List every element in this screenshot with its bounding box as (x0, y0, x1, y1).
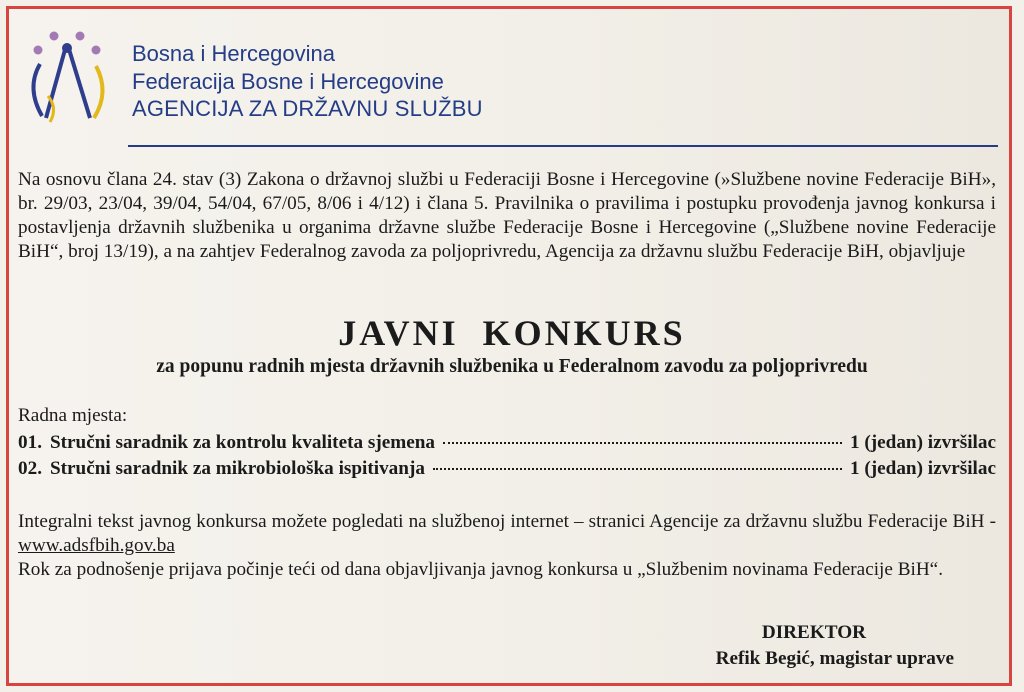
position-title: Stručni saradnik za mikrobiološka ispitivanja (49, 458, 425, 479)
logo-compass-hinge (62, 43, 72, 53)
logo-compass-right (68, 46, 90, 118)
logo-dot-left (34, 46, 43, 55)
position-count: 1 (jedan) izvršilac (849, 458, 996, 479)
deadline-paragraph: Rok za podnošenje prijava počinje teći od dana objavljivanja javnog konkursa u „Službenim novinama Federacije BiH“. (18, 559, 943, 580)
position-count: 1 (jedan) izvršilac (849, 432, 996, 453)
intro-paragraph: Na osnovu člana 24. stav (3) Zakona o državnoj službi u Federaciji Bosne i Hercegovine (»Službene novine Federacije BiH», br. 29/03, 23/04, 39/04, 54/04, 67/05, 8/06 i 4/12) i člana 5. Pravilnika o pravilima i postupku provođenja javnog konkursa i postavljenja državnih službenika u organima državne službe Federacije Bosne i Hercegovine („Službene novine Federacije BiH“, broj 13/19), a na zahtjev Federalnog zavoda za poljoprivredu, Agencija za državnu službu Federacije BiH, objavljuje (18, 169, 996, 262)
header-agency: AGENCIJA ZA DRŽAVNU SLUŽBU (132, 96, 483, 121)
position-row (18, 458, 996, 480)
logo-dot-top-right (76, 32, 85, 41)
agency-logo-icon (18, 26, 118, 136)
signature-block (716, 620, 954, 672)
positions-label: Radna mjesta: (18, 405, 128, 426)
page-subtitle: za popunu radnih mjesta državnih službenika u Federalnom zavodu za poljoprivredu (156, 356, 868, 377)
header-country: Bosna i Hercegovina (132, 41, 336, 66)
header-divider (128, 145, 998, 147)
dot-leader (443, 442, 842, 444)
signature-role: DIREKTOR (761, 622, 866, 643)
logo-arc-right (94, 66, 103, 118)
website-text: Integralni tekst javnog konkursa možete pogledati na službenoj internet – stranici Agencije za državnu službu Federacije BiH - (18, 511, 996, 532)
position-row (18, 432, 996, 454)
logo-dot-right (92, 46, 101, 55)
page-title: JAVNI KONKURS (338, 313, 686, 353)
dot-leader (433, 468, 842, 470)
header-federation: Federacija Bosne i Hercegovine (132, 68, 444, 94)
website-link[interactable]: www.adsfbih.gov.ba (18, 535, 175, 556)
position-number: 02. (18, 458, 42, 479)
logo-compass-left (46, 46, 66, 118)
closing-section (18, 510, 996, 582)
website-paragraph (18, 510, 996, 558)
logo-arc-left (33, 64, 42, 116)
logo-dot-top-left (50, 32, 59, 41)
position-number: 01. (18, 432, 42, 453)
signature-name: Refik Begić, magistar uprave (715, 648, 954, 669)
agency-header (132, 40, 483, 123)
position-title: Stručni saradnik za kontrolu kvaliteta sjemena (49, 432, 435, 453)
